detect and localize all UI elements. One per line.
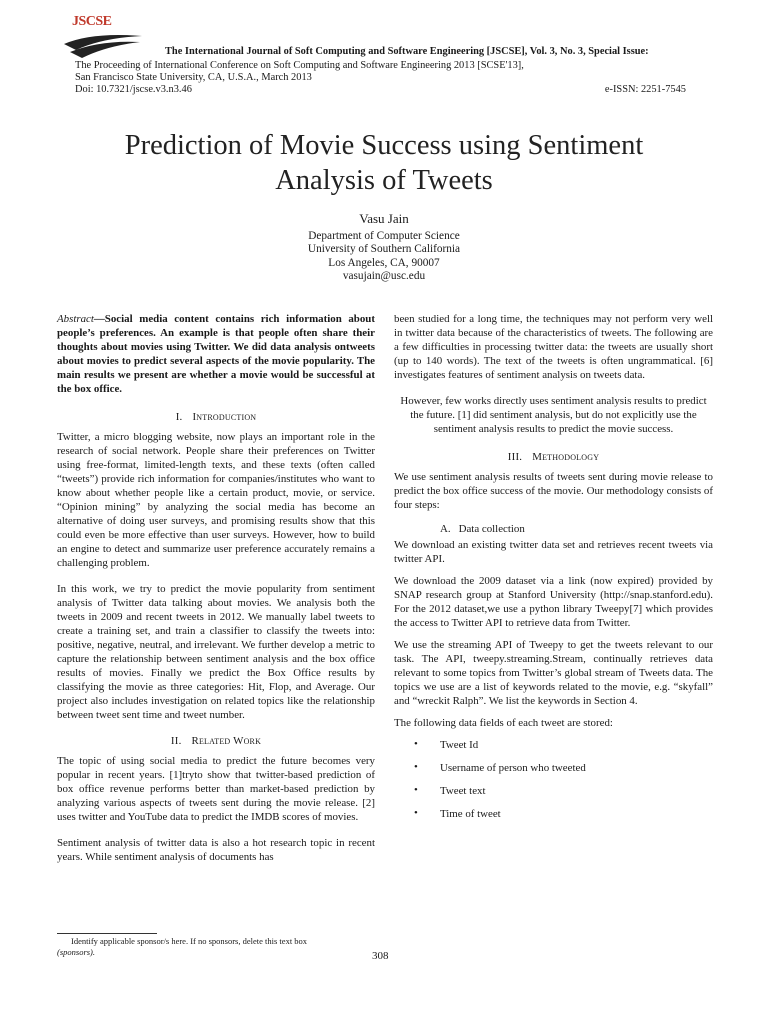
list-item: • Username of person who tweeted	[414, 761, 586, 774]
list-item: • Tweet Id	[414, 738, 479, 751]
logo-text: JSCSE	[72, 14, 112, 29]
journal-logo	[62, 14, 144, 62]
title-line-1: Prediction of Movie Success using Sentiment	[124, 130, 644, 161]
abstract-text: —Social media content contains rich information about people’s preferences. An example is that people often share their thoughts about movies using Twitter. We did data analysis ontweets about movies to predict several aspects of the movie popularity. The main results we present are whether a movie would be successful at the box office.	[57, 313, 375, 395]
proceeding-line: The Proceeding of International Conference on Soft Computing and Software Engineering 2013 [SCSE'13],	[75, 60, 524, 71]
affiliation-address: Los Angeles, CA, 90007	[328, 257, 440, 269]
continued-paragraph-1: been studied for a long time, the techniques may not perform very well in twitter data because of the characteristics of tweets. The following are a few difficulties in processing twitter data: the tweets are usually short (up to 140 words). The text of the tweets is often ungrammatical. [6] investigates features of sentiment analysis on tweets data.	[394, 313, 713, 381]
intro-paragraph-2: In this work, we try to predict the movie popularity from sentiment analysis of Twitter data talking about movies. We analysis both the tweets in 2009 and recent tweets in 2012. We manually label tweets to create a training set, and train a classifier to classify the tweets into: positive, negative, neutral, and irrelevant. We further develop a metric to capture the relationship between sentiment analysis and the box office results of movies. Finally we predict the Box Office results by classifying the movie as three categories: Hit, Flop, and Average. Our project also includes investigation on related topics like the relationship between tweet sent time and tweet number.	[57, 583, 375, 721]
data-collection-paragraph-1: We download an existing twitter data set and retrieves recent tweets via twitter API.	[394, 539, 713, 565]
paper-title	[0, 128, 768, 198]
bullet-icon: •	[414, 761, 418, 773]
abstract	[57, 312, 375, 396]
footnote	[57, 936, 377, 958]
affiliation-department: Department of Computer Science	[308, 230, 460, 242]
section-heading-introduction: I. Introduction	[175, 411, 257, 423]
footnote-rule	[57, 933, 157, 934]
list-item: • Tweet text	[414, 784, 486, 797]
author-name: Vasu Jain	[359, 211, 409, 226]
related-paragraph-1: The topic of using social media to predict the future becomes very popular in recent years. [1]tryto show that twitter-based prediction of box office revenue performs better than market-based prediction by analyzing various aspects of tweets sent during the movie release. [2] uses twitter and YouTube data to predict the IMDB scores of movies.	[57, 755, 375, 823]
abstract-label: Abstract	[57, 313, 94, 325]
methodology-paragraph-1: We use sentiment analysis results of tweets sent during movie release to predict the box office success of the movie. Our methodology consists of four steps:	[394, 471, 713, 511]
footnote-line-2: (sponsors).	[57, 947, 96, 957]
subsection-heading-data-collection: A. Data collection	[440, 523, 525, 535]
section-heading-methodology: III. Methodology	[507, 451, 600, 463]
stored-fields-list	[394, 738, 713, 830]
related-paragraph-2: Sentiment analysis of twitter data is also a hot research topic in recent years. While sentiment analysis of documents has	[57, 837, 375, 863]
eissn: e-ISSN: 2251-7545	[604, 84, 686, 95]
author-email: vasujain@usc.edu	[342, 270, 426, 282]
data-collection-paragraph-3: We use the streaming API of Tweepy to get the tweets relevant to our task. The API, tweepy.streaming.Stream, continually retrieves data relevant to some topics from Twitter’s global stream of Tweets data. The topics we use are a list of keywords related to the movie, e.g. “skyfall” and “wreckit Ralph”. We list the keywords in Section 4.	[394, 639, 713, 707]
bullet-icon: •	[414, 807, 418, 819]
right-column	[394, 312, 713, 830]
section-heading-related-work: II. Related Work	[170, 735, 262, 747]
continued-paragraph-2: However, few works directly uses sentiment analysis results to predict the future. [1] did sentiment analysis, but do not explicitly use the sentiment analysis results to predict the movie success.	[400, 395, 707, 435]
doi-line: Doi: 10.7321/jscse.v3.n3.46	[75, 84, 192, 95]
list-item: • Time of tweet	[414, 807, 501, 820]
bullet-icon: •	[414, 784, 418, 796]
affiliation-university: University of Southern California	[307, 243, 461, 255]
left-column	[57, 312, 375, 872]
bullet-icon: •	[414, 738, 418, 750]
data-collection-paragraph-4: The following data fields of each tweet are stored:	[394, 717, 613, 729]
data-collection-paragraph-2: We download the 2009 dataset via a link (now expired) provided by SNAP research group at Stanford University (http://snap.stanford.edu). For the 2012 dataset,we use a python library Tweepy[7] which provides the access to Twitter API to retrieve data from Twitter.	[394, 575, 713, 629]
journal-title: The International Journal of Soft Computing and Software Engineering [JSCSE], Vol. 3, No. 3, Special Issue:	[165, 46, 649, 57]
intro-paragraph-1: Twitter, a micro blogging website, now plays an important role in the research of social network. People share their preferences on Twitter using free-format, limited-length texts, and these texts (often called “tweets”) provide rich information for companies/institutes who want to know about whether people like a certain product, movie, or service. “Opinion mining” by analyzing the social media has become an alternative of doing user surveys, and promising results show that this could even be more effective than user surveys. However, how to build an engine to detect and summarize user preference accurately remains a challenging problem.	[57, 431, 375, 569]
logo-swoosh-icon	[62, 30, 144, 60]
footnote-line-1: Identify applicable sponsor/s here. If no sponsors, delete this text box	[71, 936, 308, 946]
page-number: 308	[372, 950, 389, 962]
venue-line: San Francisco State University, CA, U.S.A., March 2013	[75, 72, 312, 83]
title-line-2: Analysis of Tweets	[275, 165, 493, 196]
